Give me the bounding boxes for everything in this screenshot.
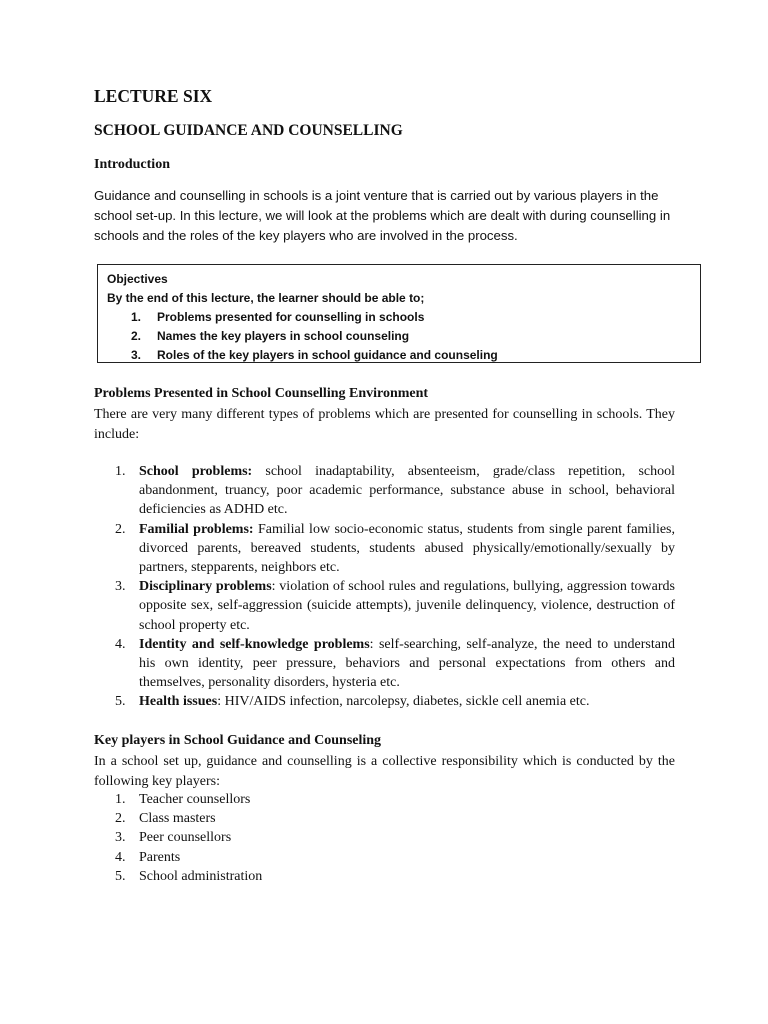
key-player-item <box>94 790 262 809</box>
problems-heading: Problems Presented in School Counselling Environment <box>94 386 429 401</box>
problem-item <box>94 577 675 635</box>
problem-text: school inadaptability, absenteeism, grade/class repetition, school abandonment, truancy, poor academic performance, substance abuse in school, behavioral deficiencies as ADHD etc. <box>139 464 676 518</box>
problem-label: Identity and self-knowledge problems <box>139 636 370 652</box>
objective-text: Names the key players in school counseling <box>157 329 410 343</box>
key-player-num: 2. <box>115 811 126 827</box>
lecture-title: LECTURE SIX <box>94 86 213 106</box>
key-player-text: Peer counsellors <box>139 830 232 846</box>
key-players-list <box>94 790 262 886</box>
main-title: SCHOOL GUIDANCE AND COUNSELLING <box>94 122 403 139</box>
key-player-item <box>94 828 262 847</box>
problem-num: 3. <box>115 579 126 595</box>
objective-item <box>131 308 691 327</box>
key-players-heading: Key players in School Guidance and Counseling <box>94 733 382 748</box>
problem-num: 4. <box>115 636 126 652</box>
objectives-list <box>107 308 691 365</box>
problems-list <box>94 462 675 712</box>
intro-heading: Introduction <box>94 157 170 172</box>
key-player-num: 3. <box>115 830 126 846</box>
problem-item <box>94 462 675 520</box>
problem-label: School problems: <box>139 464 253 479</box>
key-player-text: Class masters <box>139 811 216 827</box>
problem-text: : HIV/AIDS infection, narcolepsy, diabetes, sickle cell anemia etc. <box>217 694 590 710</box>
objectives-title: Objectives <box>107 272 168 286</box>
problem-num: 1. <box>115 464 126 479</box>
key-player-item <box>94 867 262 886</box>
key-players-intro: In a school set up, guidance and counselling is a collective responsibility which is conducted by the following key players: <box>94 754 675 789</box>
problem-text: : self-searching, self-analyze, the need to understand his own identity, peer pressure, behaviors and personal expectations from others and themselves, personality disorders, hysteria etc. <box>139 636 675 691</box>
key-player-item <box>94 848 262 867</box>
objectives-lead: By the end of this lecture, the learner should be able to; <box>107 291 425 305</box>
key-player-text: School administration <box>139 868 263 884</box>
objectives-box <box>97 264 701 363</box>
problem-label: Disciplinary problems <box>139 579 272 595</box>
problem-num: 2. <box>115 521 126 537</box>
problem-text: Familial low socio-economic status, students from single parent families, divorced parents, bereaved students, students abused physically/emotionally/sexually by partners, stepparents, neighbors etc. <box>139 521 676 576</box>
key-player-num: 5. <box>115 868 126 884</box>
objective-num: 1. <box>131 310 142 324</box>
objective-item <box>131 346 691 365</box>
intro-paragraph: Guidance and counselling in schools is a joint venture that is carried out by various players in the school set-up. In this lecture, we will look at the problems which are dealt with during counselling in schools and the roles of the key players who are involved in the process. <box>94 188 671 243</box>
key-player-num: 4. <box>115 849 126 865</box>
problem-item <box>94 520 675 578</box>
objective-text: Roles of the key players in school guidance and counseling <box>157 348 498 362</box>
problem-item <box>94 635 675 693</box>
problem-text: : violation of school rules and regulations, bullying, aggression towards opposite sex, self-aggression (suicide attempts), juvenile delinquency, violence, destruction of school property etc. <box>139 579 675 633</box>
problem-item <box>94 692 675 711</box>
key-player-item <box>94 809 262 828</box>
key-player-num: 1. <box>115 792 126 807</box>
objective-text: Problems presented for counselling in schools <box>157 310 425 324</box>
key-player-text: Teacher counsellors <box>139 792 251 807</box>
key-player-text: Parents <box>139 849 181 865</box>
objective-num: 2. <box>131 329 142 343</box>
problem-label: Familial problems: <box>139 521 254 537</box>
problem-num: 5. <box>115 694 126 710</box>
objective-item <box>131 327 691 346</box>
problem-label: Health issues <box>139 694 218 710</box>
problems-intro: There are very many different types of problems which are presented for counselling in schools. They include: <box>94 407 675 442</box>
objective-num: 3. <box>131 348 142 362</box>
